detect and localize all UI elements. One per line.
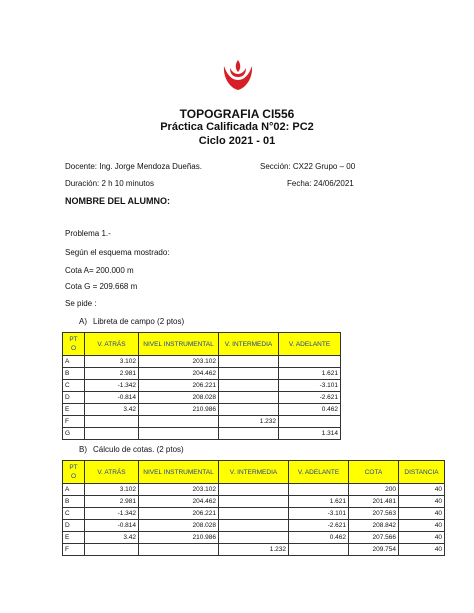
- cycle-title: Ciclo 2021 - 01: [198, 135, 276, 147]
- value-cell: 40: [399, 544, 445, 556]
- value-cell: -2.621: [289, 520, 349, 532]
- value-cell: 200: [349, 484, 399, 496]
- value-cell: [85, 416, 139, 428]
- value-cell: 204.462: [139, 368, 219, 380]
- point-cell: D: [63, 392, 85, 404]
- problem-intro: Según el esquema mostrado:: [65, 248, 170, 257]
- column-header: V. INTERMEDIA: [219, 333, 279, 356]
- value-cell: [219, 368, 279, 380]
- value-cell: [219, 392, 279, 404]
- value-cell: 3.42: [85, 532, 139, 544]
- value-cell: [289, 484, 349, 496]
- value-cell: [219, 428, 279, 440]
- value-cell: 40: [399, 484, 445, 496]
- point-cell: C: [63, 380, 85, 392]
- column-header: V. INTERMEDIA: [219, 461, 289, 484]
- table-row: [63, 496, 445, 508]
- table-row: [63, 428, 341, 440]
- table-row: [63, 368, 341, 380]
- value-cell: -2.621: [279, 392, 341, 404]
- value-cell: [85, 428, 139, 440]
- table-row: [63, 380, 341, 392]
- value-cell: [219, 532, 289, 544]
- field-book-table: [62, 332, 341, 440]
- table-header-row: [63, 461, 445, 484]
- value-cell: 1.232: [219, 416, 279, 428]
- value-cell: [219, 380, 279, 392]
- column-header: V. ADELANTE: [289, 461, 349, 484]
- value-cell: 208.842: [349, 520, 399, 532]
- value-cell: [139, 416, 219, 428]
- value-cell: 204.462: [139, 496, 219, 508]
- value-cell: [219, 404, 279, 416]
- value-cell: 207.563: [349, 508, 399, 520]
- column-header: COTA: [349, 461, 399, 484]
- column-header: PT O: [63, 333, 85, 356]
- student-name-label: NOMBRE DEL ALUMNO:: [65, 196, 170, 206]
- point-cell: C: [63, 508, 85, 520]
- table-header-row: [63, 333, 341, 356]
- value-cell: 40: [399, 532, 445, 544]
- table-row: [63, 356, 341, 368]
- column-header: PT O: [63, 461, 85, 484]
- value-cell: [139, 544, 219, 556]
- asked-line: Se pide :: [65, 299, 97, 308]
- value-cell: 1.232: [219, 544, 289, 556]
- value-cell: [219, 508, 289, 520]
- part-a-letter: A): [79, 317, 87, 326]
- table-row: [63, 520, 445, 532]
- point-cell: B: [63, 496, 85, 508]
- value-cell: 206.221: [139, 508, 219, 520]
- value-cell: 3.42: [85, 404, 139, 416]
- part-b-letter: B): [79, 445, 87, 454]
- value-cell: [139, 428, 219, 440]
- value-cell: 208.028: [139, 520, 219, 532]
- value-cell: 209.754: [349, 544, 399, 556]
- value-cell: 210.986: [139, 532, 219, 544]
- point-cell: A: [63, 484, 85, 496]
- part-a-label: Libreta de campo (2 ptos): [93, 317, 185, 326]
- column-header: NIVEL INSTRUMENTAL: [139, 461, 219, 484]
- value-cell: -1.342: [85, 508, 139, 520]
- cota-g: Cota G = 209.668 m: [65, 282, 138, 291]
- point-cell: F: [63, 544, 85, 556]
- value-cell: 203.102: [139, 484, 219, 496]
- table-row: [63, 392, 341, 404]
- table-row: [63, 508, 445, 520]
- problem-number: Problema 1.-: [65, 229, 111, 238]
- value-cell: 203.102: [139, 356, 219, 368]
- column-header: V. ATRÁS: [85, 461, 139, 484]
- value-cell: [219, 520, 289, 532]
- value-cell: [219, 356, 279, 368]
- value-cell: 201.481: [349, 496, 399, 508]
- table-row: [63, 544, 445, 556]
- teacher-line: Docente: Ing. Jorge Mendoza Dueñas.: [65, 162, 202, 171]
- value-cell: 1.314: [279, 428, 341, 440]
- value-cell: -0.814: [85, 520, 139, 532]
- point-cell: D: [63, 520, 85, 532]
- value-cell: -3.101: [289, 508, 349, 520]
- elevation-calc-table: [62, 460, 445, 556]
- section-line: Sección: CX22 Grupo – 00: [260, 162, 356, 171]
- university-logo-icon: [218, 58, 258, 92]
- column-header: DISTANCIA: [399, 461, 445, 484]
- value-cell: 40: [399, 520, 445, 532]
- date-line: Fecha: 24/06/2021: [287, 179, 354, 188]
- column-header: V. ADELANTE: [279, 333, 341, 356]
- table-row: [63, 532, 445, 544]
- value-cell: 208.028: [139, 392, 219, 404]
- point-cell: E: [63, 404, 85, 416]
- value-cell: 207.566: [349, 532, 399, 544]
- point-cell: B: [63, 368, 85, 380]
- value-cell: 40: [399, 508, 445, 520]
- table-row: [63, 484, 445, 496]
- value-cell: 1.621: [289, 496, 349, 508]
- value-cell: 2.981: [85, 496, 139, 508]
- value-cell: 0.462: [289, 532, 349, 544]
- practice-title: Práctica Calificada N°02: PC2: [160, 121, 314, 133]
- value-cell: -1.342: [85, 380, 139, 392]
- table-row: [63, 416, 341, 428]
- value-cell: [85, 544, 139, 556]
- value-cell: 3.102: [85, 356, 139, 368]
- value-cell: [289, 544, 349, 556]
- value-cell: 210.986: [139, 404, 219, 416]
- value-cell: -3.101: [279, 380, 341, 392]
- value-cell: 0.462: [279, 404, 341, 416]
- point-cell: E: [63, 532, 85, 544]
- part-b-label: Cálculo de cotas. (2 ptos): [93, 445, 184, 454]
- point-cell: A: [63, 356, 85, 368]
- value-cell: -0.814: [85, 392, 139, 404]
- column-header: NIVEL INSTRUMENTAL: [139, 333, 219, 356]
- value-cell: [279, 356, 341, 368]
- point-cell: F: [63, 416, 85, 428]
- duration-line: Duración: 2 h 10 minutos: [65, 179, 154, 188]
- cota-a: Cota A= 200.000 m: [65, 266, 134, 275]
- value-cell: [279, 416, 341, 428]
- value-cell: 2.981: [85, 368, 139, 380]
- value-cell: 206.221: [139, 380, 219, 392]
- value-cell: 1.621: [279, 368, 341, 380]
- course-title: TOPOGRAFIA CI556: [179, 107, 295, 121]
- value-cell: 3.102: [85, 484, 139, 496]
- table-row: [63, 404, 341, 416]
- value-cell: 40: [399, 496, 445, 508]
- point-cell: G: [63, 428, 85, 440]
- value-cell: [219, 496, 289, 508]
- value-cell: [219, 484, 289, 496]
- column-header: V. ATRÁS: [85, 333, 139, 356]
